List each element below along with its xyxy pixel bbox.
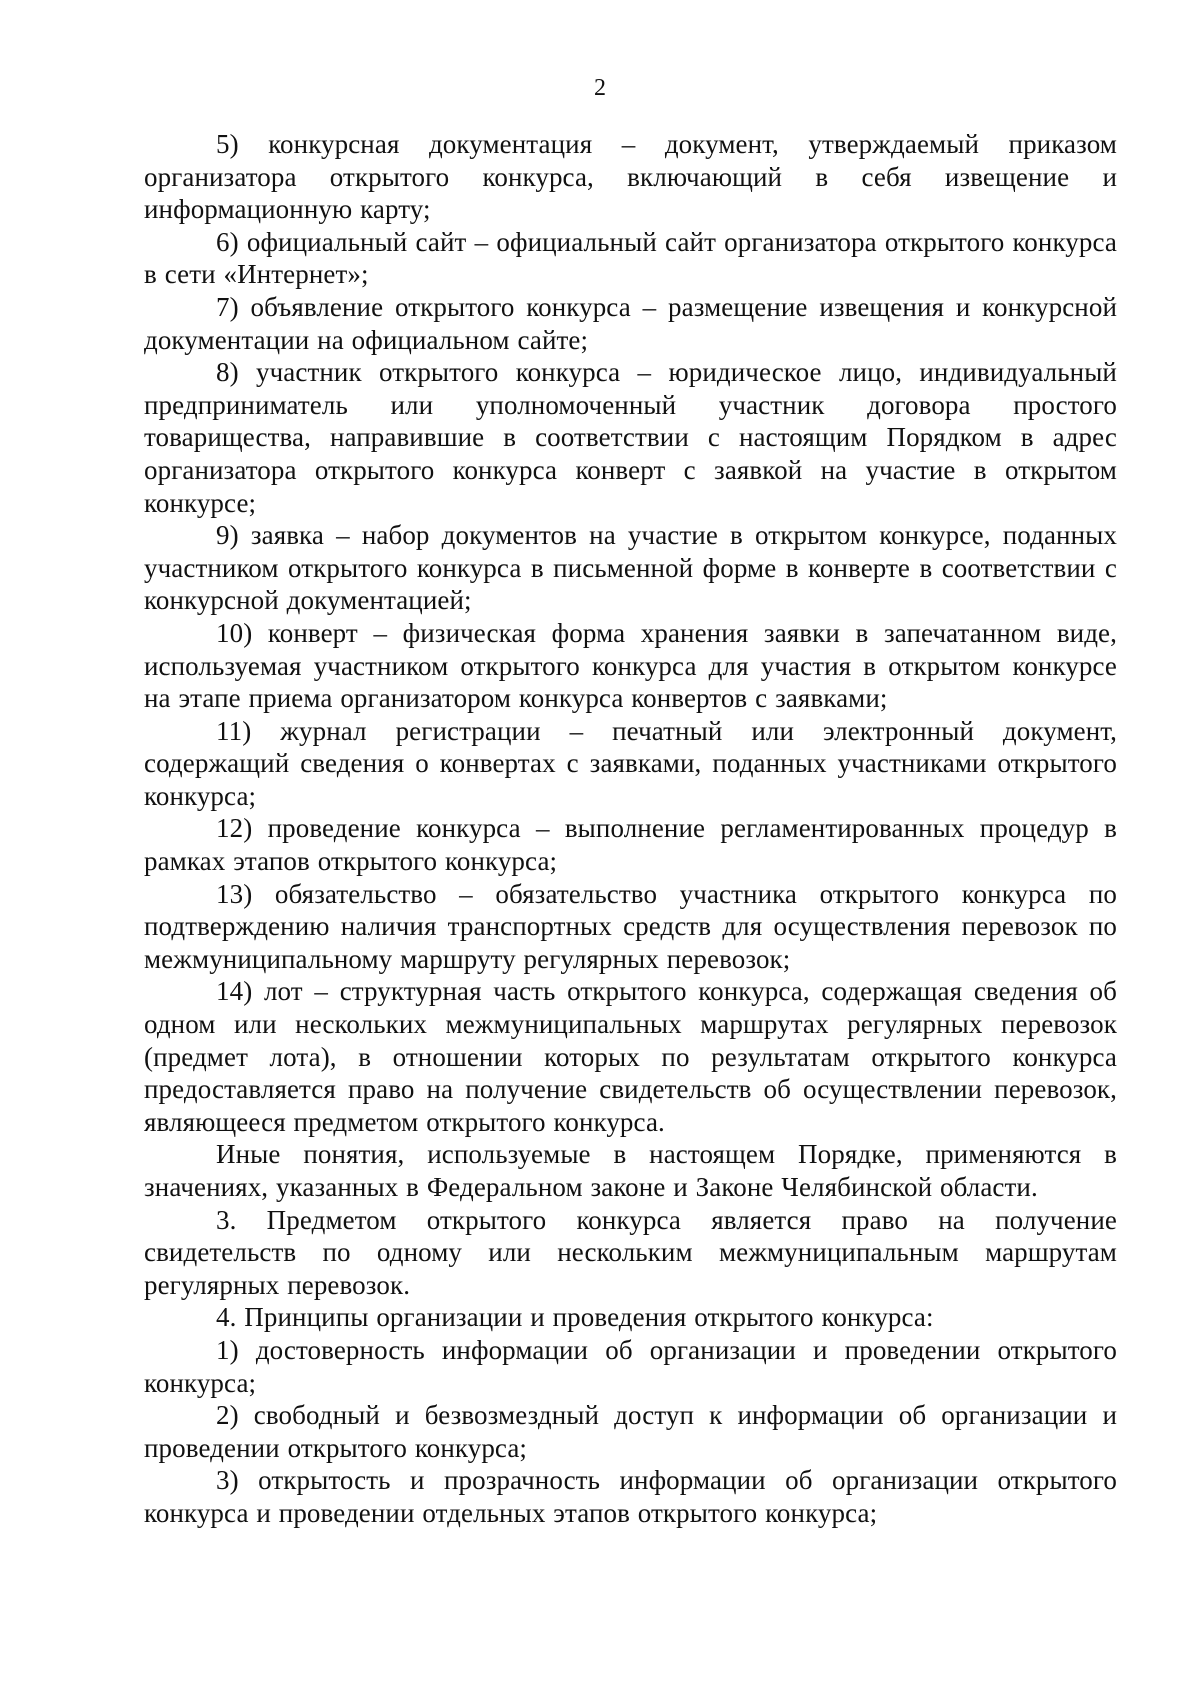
paragraph-definition-8: 8) участник открытого конкурса – юридическое лицо, индивидуальный предприниматель или уполномоченный участник договора простого товарищества, направившие в соответствии с настоящим Порядком в адрес организатора открытого конкурса конверт с заявкой на участие в открытом конкурсе; (144, 357, 1117, 518)
paragraph-definition-11: 11) журнал регистрации – печатный или электронный документ, содержащий сведения о конвертах с заявками, поданных участниками открытого конкурса; (144, 715, 1117, 811)
paragraph-definition-14: 14) лот – структурная часть открытого конкурса, содержащая сведения об одном или нескольких межмуниципальных маршрутах регулярных перевозок (предмет лота), в отношении которых по результатам открытого конкурса предоставляется право на получение свидетельств об осуществлении перевозок, являющееся предметом открытого конкурса. (144, 976, 1117, 1137)
paragraph-definition-9: 9) заявка – набор документов на участие в открытом конкурсе, поданных участником открытого конкурса в письменной форме в конверте в соответствии с конкурсной документацией; (144, 520, 1117, 616)
paragraph-section-4: 4. Принципы организации и проведения открытого конкурса: (216, 1302, 934, 1333)
paragraph-definition-13: 13) обязательство – обязательство участника открытого конкурса по подтверждению наличия транспортных средств для осуществления перевозок по межмуниципальному маршруту регулярных перевозок; (144, 878, 1117, 974)
paragraph-principle-2: 2) свободный и безвозмездный доступ к информации об организации и проведении открытого конкурса; (144, 1400, 1117, 1463)
page-number: 2 (594, 75, 606, 101)
paragraph-definition-10: 10) конверт – физическая форма хранения заявки в запечатанном виде, используемая участником открытого конкурса для участия в открытом конкурсе на этапе приема организатором конкурса конвертов с заявками; (144, 617, 1117, 714)
paragraph-definition-7: 7) объявление открытого конкурса – размещение извещения и конкурсной документации на официальном сайте; (144, 291, 1117, 355)
paragraph-principle-3: 3) открытость и прозрачность информации об организации открытого конкурса и проведении отдельных этапов открытого конкурса; (144, 1465, 1117, 1528)
paragraph-section-3: 3. Предметом открытого конкурса является право на получение свидетельств по одному или нескольким межмуниципальным маршрутам регулярных перевозок. (144, 1204, 1117, 1300)
paragraph-other-terms: Иные понятия, используемые в настоящем Порядке, применяются в значениях, указанных в Федеральном законе и Законе Челябинской области. (144, 1139, 1117, 1202)
paragraph-definition-6: 6) официальный сайт – официальный сайт организатора открытого конкурса в сети «Интернет»; (144, 226, 1117, 290)
paragraph-definition-5: 5) конкурсная документация – документ, утверждаемый приказом организатора открытого конкурса, включающий в себя извещение и информационную карту; (144, 129, 1117, 225)
paragraph-principle-1: 1) достоверность информации об организации и проведении открытого конкурса; (144, 1334, 1117, 1398)
document-body (144, 128, 1117, 1530)
paragraph-definition-12: 12) проведение конкурса – выполнение регламентированных процедур в рамках этапов открытого конкурса; (144, 813, 1117, 877)
